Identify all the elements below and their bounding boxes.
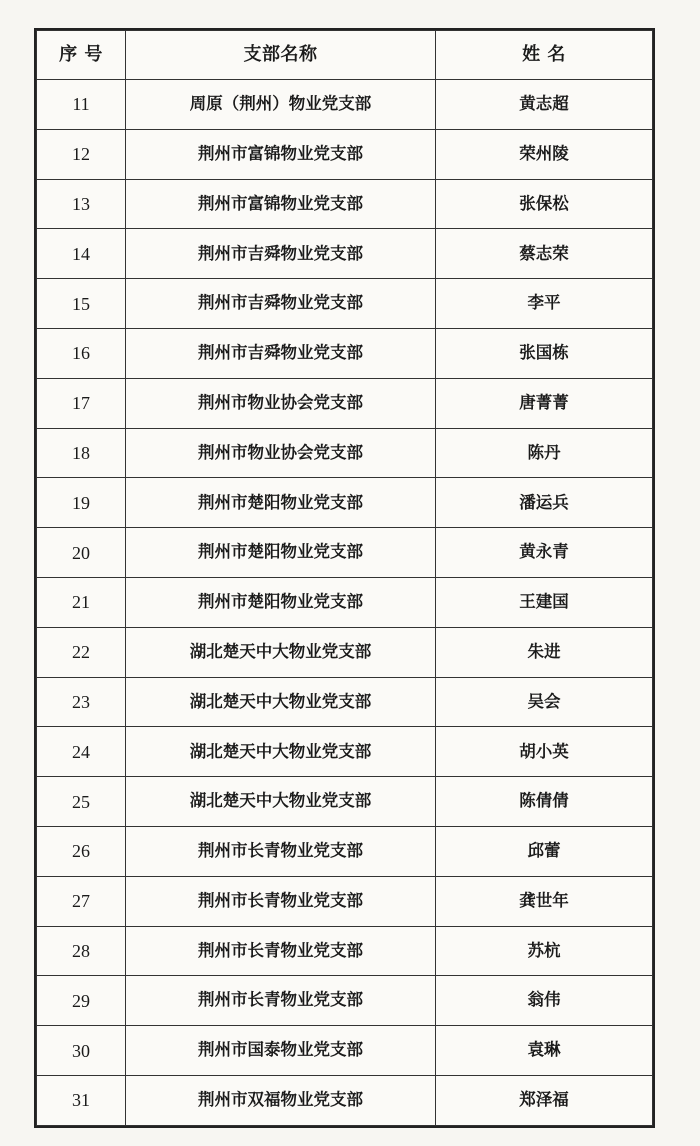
row-branch: 荆州市长青物业党支部 bbox=[126, 876, 436, 926]
row-person: 郑泽福 bbox=[436, 1075, 653, 1125]
row-person: 荣州陵 bbox=[436, 129, 653, 179]
table-row bbox=[37, 328, 653, 378]
row-number: 25 bbox=[37, 777, 126, 827]
row-person: 吴会 bbox=[436, 677, 653, 727]
row-number: 29 bbox=[37, 976, 126, 1026]
row-branch: 湖北楚天中大物业党支部 bbox=[126, 627, 436, 677]
row-number: 31 bbox=[37, 1075, 126, 1125]
row-person: 龚世年 bbox=[436, 876, 653, 926]
row-number: 18 bbox=[37, 428, 126, 478]
table-row bbox=[37, 528, 653, 578]
row-number: 17 bbox=[37, 378, 126, 428]
table-row bbox=[37, 826, 653, 876]
row-number: 12 bbox=[37, 129, 126, 179]
row-person: 潘运兵 bbox=[436, 478, 653, 528]
row-person: 蔡志荣 bbox=[436, 229, 653, 279]
row-person: 袁琳 bbox=[436, 1026, 653, 1076]
member-table-sheet bbox=[34, 28, 655, 1128]
row-person: 陈倩倩 bbox=[436, 777, 653, 827]
row-person: 翁伟 bbox=[436, 976, 653, 1026]
row-person: 陈丹 bbox=[436, 428, 653, 478]
table-row bbox=[37, 777, 653, 827]
row-branch: 周原（荆州）物业党支部 bbox=[126, 80, 436, 130]
table-row bbox=[37, 976, 653, 1026]
row-person: 胡小英 bbox=[436, 727, 653, 777]
table-body bbox=[37, 80, 653, 1126]
table-row bbox=[37, 478, 653, 528]
row-number: 22 bbox=[37, 627, 126, 677]
row-number: 11 bbox=[37, 80, 126, 130]
row-branch: 湖北楚天中大物业党支部 bbox=[126, 727, 436, 777]
table-row bbox=[37, 279, 653, 329]
row-person: 王建国 bbox=[436, 577, 653, 627]
row-person: 邱蕾 bbox=[436, 826, 653, 876]
row-number: 15 bbox=[37, 279, 126, 329]
table-row bbox=[37, 179, 653, 229]
row-person: 苏杭 bbox=[436, 926, 653, 976]
row-number: 28 bbox=[37, 926, 126, 976]
row-person: 黄永青 bbox=[436, 528, 653, 578]
row-number: 30 bbox=[37, 1026, 126, 1076]
header-branch-name: 支部名称 bbox=[126, 31, 436, 80]
table-row bbox=[37, 129, 653, 179]
table-row bbox=[37, 926, 653, 976]
table-row bbox=[37, 627, 653, 677]
row-branch: 荆州市吉舜物业党支部 bbox=[126, 229, 436, 279]
table-row bbox=[37, 727, 653, 777]
row-person: 张国栋 bbox=[436, 328, 653, 378]
table-row bbox=[37, 229, 653, 279]
row-person: 黄志超 bbox=[436, 80, 653, 130]
table-row bbox=[37, 677, 653, 727]
row-number: 14 bbox=[37, 229, 126, 279]
row-branch: 荆州市吉舜物业党支部 bbox=[126, 328, 436, 378]
row-number: 13 bbox=[37, 179, 126, 229]
row-number: 19 bbox=[37, 478, 126, 528]
row-branch: 湖北楚天中大物业党支部 bbox=[126, 777, 436, 827]
table-row bbox=[37, 1075, 653, 1125]
table-row bbox=[37, 577, 653, 627]
table-header-row bbox=[37, 31, 653, 80]
row-number: 16 bbox=[37, 328, 126, 378]
header-person-name: 姓 名 bbox=[436, 31, 653, 80]
row-person: 李平 bbox=[436, 279, 653, 329]
header-number: 序 号 bbox=[37, 31, 126, 80]
table-row bbox=[37, 378, 653, 428]
row-branch: 荆州市物业协会党支部 bbox=[126, 428, 436, 478]
row-person: 朱进 bbox=[436, 627, 653, 677]
table-row bbox=[37, 428, 653, 478]
row-branch: 荆州市楚阳物业党支部 bbox=[126, 478, 436, 528]
row-branch: 荆州市国泰物业党支部 bbox=[126, 1026, 436, 1076]
row-number: 24 bbox=[37, 727, 126, 777]
table-row bbox=[37, 1026, 653, 1076]
row-branch: 荆州市长青物业党支部 bbox=[126, 926, 436, 976]
row-person: 张保松 bbox=[436, 179, 653, 229]
row-branch: 荆州市长青物业党支部 bbox=[126, 826, 436, 876]
row-number: 21 bbox=[37, 577, 126, 627]
table-row bbox=[37, 876, 653, 926]
row-number: 26 bbox=[37, 826, 126, 876]
table-row bbox=[37, 80, 653, 130]
row-branch: 荆州市长青物业党支部 bbox=[126, 976, 436, 1026]
member-table bbox=[36, 30, 653, 1126]
row-branch: 荆州市富锦物业党支部 bbox=[126, 179, 436, 229]
row-number: 20 bbox=[37, 528, 126, 578]
row-branch: 荆州市双福物业党支部 bbox=[126, 1075, 436, 1125]
row-person: 唐菁菁 bbox=[436, 378, 653, 428]
row-branch: 荆州市楚阳物业党支部 bbox=[126, 528, 436, 578]
row-number: 23 bbox=[37, 677, 126, 727]
row-branch: 荆州市吉舜物业党支部 bbox=[126, 279, 436, 329]
row-branch: 荆州市物业协会党支部 bbox=[126, 378, 436, 428]
row-branch: 荆州市楚阳物业党支部 bbox=[126, 577, 436, 627]
row-number: 27 bbox=[37, 876, 126, 926]
row-branch: 荆州市富锦物业党支部 bbox=[126, 129, 436, 179]
row-branch: 湖北楚天中大物业党支部 bbox=[126, 677, 436, 727]
